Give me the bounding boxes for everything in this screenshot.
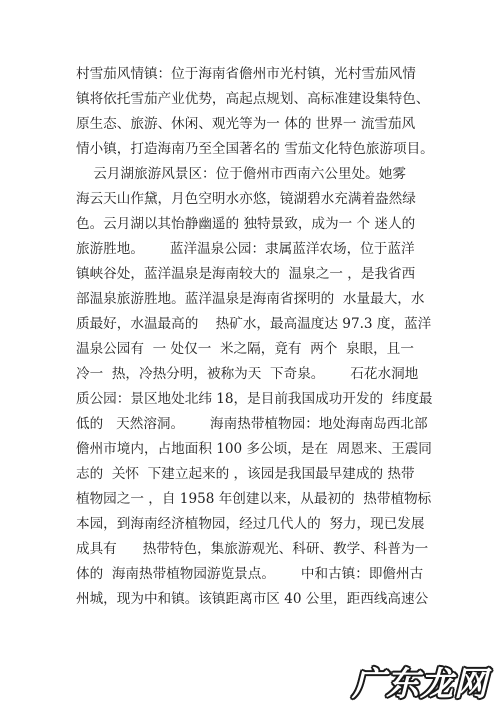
text-line: 情小镇，打造海南乃至全国著名的 雪茄文化特色旅游项目。 — [76, 141, 434, 157]
text-line: 质公园：景区地处北纬 18，是目前我国成功开发的 纬度最 — [76, 391, 433, 407]
text-line: 镇峡谷处，蓝洋温泉是海南较大的 温泉之一 ，是我省西 — [76, 266, 416, 282]
text-line: 云月湖旅游风景区：位于儋州市西南六公里处。她雾 — [76, 166, 406, 182]
text-line: 温泉公园有 一 处仅一 米之隔，竟有 两个 泉眼，且一 — [76, 341, 414, 357]
text-line: 植物园之一 ，自 1958 年创建以来，从最初的 热带植物标 — [76, 491, 432, 507]
text-line: 村雪茄风情镇：位于海南省儋州市光村镇，光村雪茄风情 — [76, 66, 416, 82]
text-line: 低的 天然溶洞。 海南热带植物园：地处海南岛西北部 — [76, 416, 428, 432]
site-watermark: 广东龙网 — [352, 664, 488, 703]
text-line: 儋州市境内，占地面积 100 多公顷，是在 周恩来、王震同 — [76, 441, 432, 457]
text-line: 部温泉旅游胜地。蓝洋温泉是海南省探明的 水量最大，水 — [76, 291, 425, 307]
text-line: 成具有 热带特色，集旅游观光、科研、教学、科普为一 — [76, 541, 429, 557]
text-line: 旅游胜地。 蓝洋温泉公园：隶属蓝洋农场，位于蓝洋 — [76, 241, 415, 257]
text-line: 原生态、旅游、休闲、观光等为一 体的 世界一 流雪茄风 — [76, 116, 416, 132]
document-body — [76, 62, 436, 612]
text-line: 镇将依托雪茄产业优势，高起点规划、高标准建设集特色、 — [76, 91, 430, 107]
text-line: 志的 关怀 下建立起来的 ，该园是我国最早建成的 热带 — [76, 466, 415, 482]
text-line: 海云天山作黛，月色空明水亦悠，镜湖碧水充满着盎然绿 — [76, 191, 416, 207]
text-line: 质最好，水温最高的 热矿水，最高温度达 97.3 度，蓝洋 — [76, 316, 432, 332]
text-line: 色。云月湖以其怡静幽遥的 独特景致，成为一 个 迷人的 — [76, 216, 416, 232]
text-line: 体的 海南热带植物园游览景点。 中和古镇：即儋州古 — [76, 566, 424, 582]
text-line: 本园，到海南经济植物园，经过几代人的 努力，现已发展 — [76, 516, 425, 532]
text-line: 冷一 热，冷热分明，被称为天 下奇泉。 石花水洞地 — [76, 366, 419, 382]
text-line: 州城，现为中和镇。该镇距离市区 40 公里，距西线高速公 — [76, 591, 429, 607]
